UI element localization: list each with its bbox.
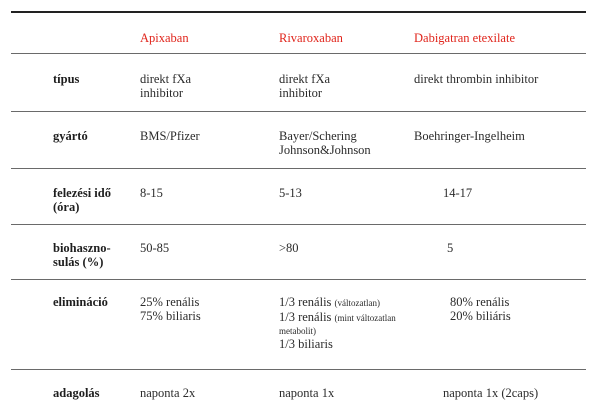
cell-gyarto-apixaban: BMS/Pfizer [140, 129, 200, 143]
row-divider [11, 111, 586, 112]
table-top-rule [11, 11, 586, 13]
row-divider [11, 168, 586, 169]
cell-tipus-rivaroxaban: direkt fXa inhibitor [279, 72, 331, 100]
row-label-adagolas: adagolás [53, 386, 100, 400]
row-divider [11, 53, 586, 54]
cell-biohasznosulas-apixaban: 50-85 [140, 241, 170, 255]
header-apixaban: Apixaban [140, 31, 189, 45]
row-label-felezesi-ido: felezési idő (óra) [53, 186, 111, 214]
cell-gyarto-dabigatran: Boehringer-Ingelheim [414, 129, 525, 143]
cell-eliminacio-rivaroxaban: 1/3 renális (változatlan) 1/3 renális (mint változatlan metabolit) 1/3 biliaris [279, 295, 396, 351]
row-divider [11, 279, 586, 280]
header-rivaroxaban: Rivaroxaban [279, 31, 343, 45]
row-label-biohasznosulas: biohaszno- sulás (%) [53, 241, 111, 269]
cell-gyarto-rivaroxaban: Bayer/Schering Johnson&Johnson [279, 129, 371, 157]
cell-adagolas-rivaroxaban: naponta 1x [279, 386, 335, 400]
cell-felezesi-dabigatran: 14-17 [443, 186, 473, 200]
row-label-eliminacio: elimináció [53, 295, 108, 309]
cell-adagolas-dabigatran: naponta 1x (2caps) [443, 386, 539, 400]
row-divider [11, 224, 586, 225]
cell-tipus-apixaban: direkt fXa inhibitor [140, 72, 192, 100]
cell-adagolas-apixaban: naponta 2x [140, 386, 196, 400]
row-divider [11, 369, 586, 370]
cell-biohasznosulas-rivaroxaban: >80 [279, 241, 299, 255]
row-label-gyarto: gyártó [53, 129, 88, 143]
cell-eliminacio-dabigatran: 80% renális 20% biliáris [450, 295, 511, 323]
cell-felezesi-rivaroxaban: 5-13 [279, 186, 302, 200]
cell-tipus-dabigatran: direkt thrombin inhibitor [414, 72, 539, 86]
cell-biohasznosulas-dabigatran: 5 [447, 241, 454, 255]
header-dabigatran: Dabigatran etexilate [414, 31, 515, 45]
cell-felezesi-apixaban: 8-15 [140, 186, 163, 200]
row-label-tipus: típus [53, 72, 80, 86]
cell-eliminacio-apixaban: 25% renális 75% biliaris [140, 295, 201, 323]
